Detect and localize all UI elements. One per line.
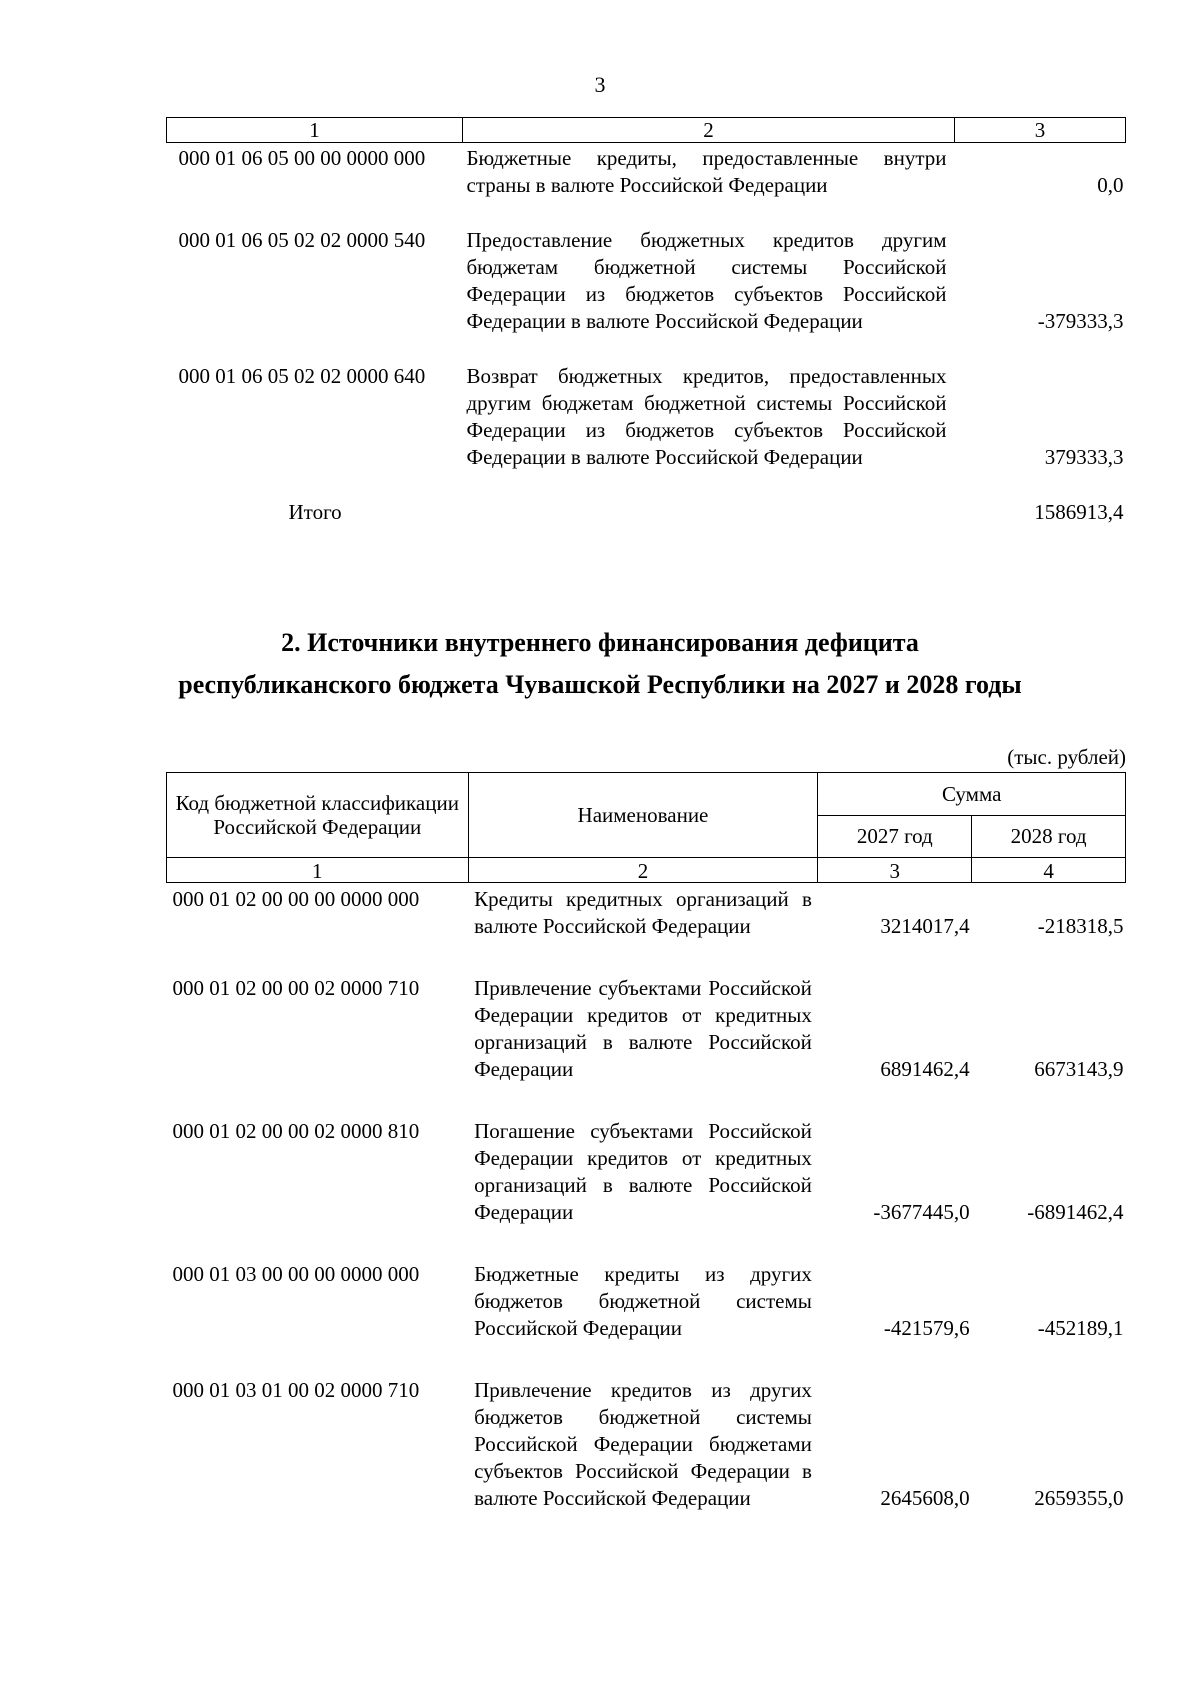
amount-2027: 2645608,0	[880, 1486, 970, 1510]
total-amount: 1586913,4	[1034, 500, 1124, 524]
budget-code: 000 01 02 00 00 02 0000 810	[172, 1119, 420, 1143]
header-name: Наименование	[468, 773, 818, 858]
row-name: Привлечение кредитов из других бюджетов бюджетной системы Российской Федерации бюджетами субъектов Российской Федерации в валюте Российской Федерации	[474, 1378, 812, 1510]
amount-2027: -3677445,0	[873, 1200, 970, 1224]
table-row	[167, 883, 1126, 973]
sources-table-2027-2028	[166, 772, 1126, 1512]
row-name: Привлечение субъектами Российской Федерации кредитов от кредитных организаций в валюте Российской Федерации	[474, 976, 812, 1081]
header-year-2028: 2028 год	[972, 815, 1126, 858]
budget-code: 000 01 02 00 00 00 0000 000	[172, 887, 420, 911]
amount-2028: -452189,1	[1037, 1316, 1124, 1340]
total-label: Итого	[288, 500, 342, 524]
column-number: 2	[468, 858, 818, 883]
row-amount: -379333,3	[1037, 309, 1124, 333]
table-row	[167, 361, 1126, 497]
table-row	[167, 1258, 1126, 1374]
table-row	[167, 972, 1126, 1115]
budget-code: 000 01 06 05 02 02 0000 640	[178, 364, 426, 388]
header-row	[167, 773, 1126, 816]
section-title-line: 2. Источники внутреннего финансирования дефицита	[281, 628, 919, 657]
header-code: Код бюджетной классификации Российской Федерации	[167, 773, 469, 858]
row-name: Погашение субъектами Российской Федерации кредитов от кредитных организаций в валюте Российской Федерации	[474, 1119, 812, 1224]
amount-2028: 6673143,9	[1034, 1057, 1124, 1081]
budget-code: 000 01 03 00 00 00 0000 000	[172, 1262, 420, 1286]
column-number-row	[167, 858, 1126, 883]
budget-code: 000 01 03 01 00 02 0000 710	[172, 1378, 420, 1402]
amount-2028: -218318,5	[1037, 914, 1124, 938]
row-amount: 379333,3	[1044, 445, 1124, 469]
row-amount: 0,0	[1097, 173, 1124, 197]
budget-code: 000 01 02 00 00 02 0000 710	[172, 976, 420, 1000]
row-name: Бюджетные кредиты из других бюджетов бюджетной системы Российской Федерации	[474, 1262, 812, 1340]
section-title-line: республиканского бюджета Чувашской Республики на 2027 и 2028 годы	[178, 670, 1022, 699]
amount-2028: -6891462,4	[1027, 1200, 1124, 1224]
total-row	[167, 497, 1126, 526]
amount-2027: -421579,6	[883, 1316, 970, 1340]
header-sum: Сумма	[818, 773, 1126, 816]
table-row	[167, 1115, 1126, 1258]
column-number: 4	[972, 858, 1126, 883]
column-number: 1	[167, 118, 463, 143]
column-number: 2	[463, 118, 955, 143]
column-number: 1	[167, 858, 469, 883]
section-title	[0, 622, 1200, 706]
column-number: 3	[955, 118, 1126, 143]
budget-code: 000 01 06 05 02 02 0000 540	[178, 228, 426, 252]
units-label: (тыс. рублей)	[1007, 745, 1126, 769]
amount-2028: 2659355,0	[1034, 1486, 1124, 1510]
amount-2027: 3214017,4	[880, 914, 970, 938]
table-row	[167, 225, 1126, 361]
row-name: Возврат бюджетных кредитов, предоставленных другим бюджетам бюджетной системы Российской Федерации из бюджетов субъектов Российской Федерации в валюте Российской Федерации	[466, 364, 947, 469]
table-row	[167, 143, 1126, 226]
header-year-2027: 2027 год	[818, 815, 972, 858]
amount-2027: 6891462,4	[880, 1057, 970, 1081]
budget-code: 000 01 06 05 00 00 0000 000	[178, 146, 426, 170]
page-number: 3	[594, 72, 606, 97]
sources-table-continued	[166, 117, 1126, 526]
row-name: Кредиты кредитных организаций в валюте Российской Федерации	[474, 887, 812, 938]
column-number-row	[167, 118, 1126, 143]
column-number: 3	[818, 858, 972, 883]
row-name: Бюджетные кредиты, предоставленные внутри страны в валюте Российской Федерации	[466, 146, 947, 197]
row-name: Предоставление бюджетных кредитов другим бюджетам бюджетной системы Российской Федерации из бюджетов субъектов Российской Федерации в валюте Российской Федерации	[466, 228, 947, 333]
table-row	[167, 1374, 1126, 1512]
